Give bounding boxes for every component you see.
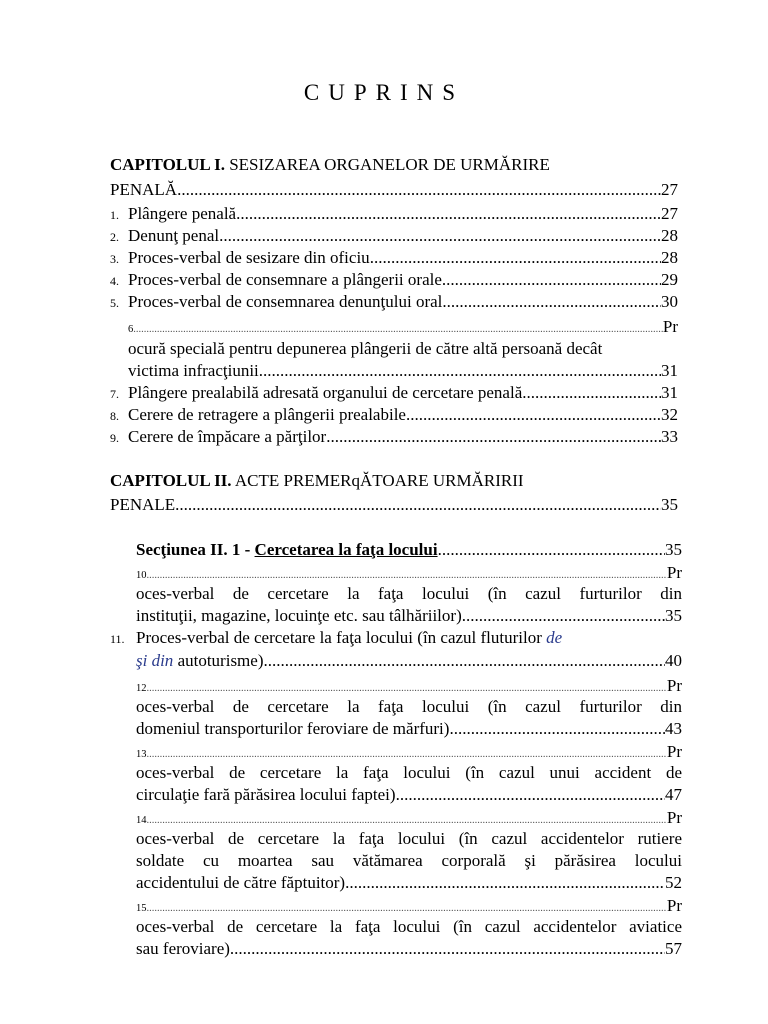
chapter-2-label: CAPITOLUL II.: [110, 471, 232, 490]
chapter-2-entry[interactable]: PENALE ..... 35: [110, 495, 678, 515]
toc-entry-line[interactable]: accidentului de către făptuitor) ..... 52: [136, 873, 682, 893]
toc-entry-line: soldate cu moartea sau vătămarea corporală şi părăsirea locului: [136, 851, 682, 870]
toc-entry-line[interactable]: instituţii, magazine, locuinţe etc. sau tâlhăriilor) ..... 35: [136, 606, 682, 626]
toc-number: 7.: [110, 387, 119, 401]
toc-entry-line: oces-verbal de cercetare la faţa locului (în cazul accidentelor aviatice: [136, 917, 682, 936]
page-title: CUPRINS: [303, 80, 465, 105]
toc-number: 8.: [110, 409, 119, 423]
toc-entry-line[interactable]: victima infracţiunii ..... 31: [128, 361, 678, 381]
toc-entry[interactable]: Proces-verbal de sesizare din oficiu ..... 28: [128, 248, 678, 268]
toc-entry-line[interactable]: şi din autoturisme) ..... 40: [136, 651, 682, 671]
toc-entry[interactable]: Plângere prealabilă adresată organului de cercetare penală ..... 31: [128, 383, 678, 403]
toc-entry[interactable]: Proces-verbal de consemnarea denunţului oral ..... 30: [128, 292, 678, 312]
toc-entry-split[interactable]: 6 ..... Pr: [128, 317, 678, 337]
chapter-2-heading: [110, 471, 524, 491]
toc-entry[interactable]: Plângere penală ..... 27: [128, 204, 678, 224]
chapter-1-entry[interactable]: PENALĂ ..... 27: [110, 180, 678, 200]
chapter-1-label: CAPITOLUL I.: [110, 155, 225, 174]
toc-entry-line: ocură specială pentru depunerea plângerii de către altă persoană decât: [128, 339, 603, 358]
toc-entry-line[interactable]: circulaţie fară părăsirea locului faptei) ..... 47: [136, 785, 682, 805]
toc-number: 2.: [110, 230, 119, 244]
toc-entry-line: oces-verbal de cercetare la faţa locului (în cazul unui accident de: [136, 763, 682, 782]
toc-entry-line: oces-verbal de cercetare la faţa locului (în cazul furturilor din: [136, 584, 682, 603]
toc-entry-line[interactable]: sau feroviare) ..... 57: [136, 939, 682, 959]
toc-entry-split[interactable]: 10 ..... Pr: [136, 563, 682, 583]
toc-entry[interactable]: Denunţ penal ..... 28: [128, 226, 678, 246]
toc-entry-line: oces-verbal de cercetare la faţa locului (în cazul accidentelor rutiere: [136, 829, 682, 848]
toc-entry-line: Proces-verbal de cercetare la faţa locului (în cazul fluturilor de: [136, 628, 563, 647]
toc-entry-split[interactable]: 15 ..... Pr: [136, 896, 682, 916]
toc-entry-split[interactable]: 14 ..... Pr: [136, 808, 682, 828]
toc-entry[interactable]: Cerere de retragere a plângerii prealabile ..... 32: [128, 405, 678, 425]
toc-number: 9.: [110, 431, 119, 445]
toc-number: 1.: [110, 208, 119, 222]
section-entry[interactable]: Secţiunea II. 1 - Cercetarea la faţa locului ..... 35: [136, 540, 682, 560]
toc-entry[interactable]: Proces-verbal de consemnare a plângerii orale ..... 29: [128, 270, 678, 290]
toc-entry[interactable]: Cerere de împăcare a părţilor ..... 33: [128, 427, 678, 447]
toc-entry-split[interactable]: 13 ..... Pr: [136, 742, 682, 762]
toc-number: 3.: [110, 252, 119, 266]
toc-number: 11.: [110, 632, 125, 646]
toc-entry-split[interactable]: 12 ..... Pr: [136, 676, 682, 696]
toc-number: 4.: [110, 274, 119, 288]
toc-entry-line: oces-verbal de cercetare la faţa locului (în cazul furturilor din: [136, 697, 682, 716]
toc-number: 5.: [110, 296, 119, 310]
chapter-1-heading: [110, 155, 550, 175]
toc-entry-line[interactable]: domeniul transporturilor feroviare de mărfuri) ..... 43: [136, 719, 682, 739]
chapter-1-title: SESIZAREA ORGANELOR DE URMĂRIRE: [229, 155, 550, 174]
chapter-2-title: ACTE PREMERqĂTOARE URMĂRIRII: [234, 471, 524, 490]
